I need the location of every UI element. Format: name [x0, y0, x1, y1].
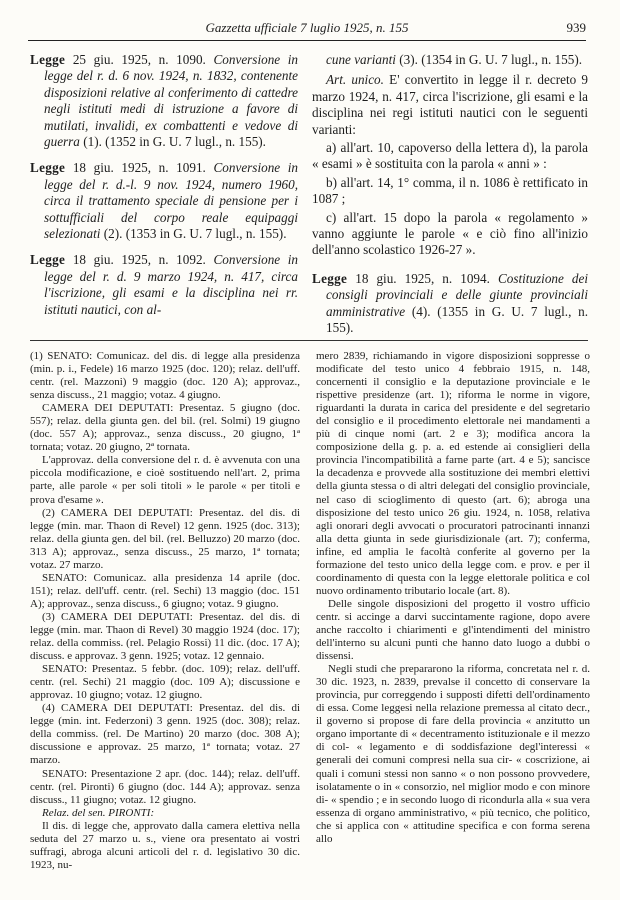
footnote-paragraph: (3) CAMERA DEI DEPUTATI: Presentaz. del dis. di legge (min. mar. Thaon di Revel) 30 maggio 1924 (doc. 17); relaz. della commiss. (rel. Pelagio Rossi) 11 dic. (doc. 17 A); discuss. e approvaz. 3 genn. 1925; votaz. 12 gennaio.	[30, 610, 300, 663]
right-column	[312, 52, 588, 347]
page-number: 939	[566, 20, 586, 35]
page-header	[28, 18, 586, 41]
law-date: 18 giu. 1925, n. 1092.	[72, 252, 206, 268]
footnote-paragraph: Delle singole disposizioni del progetto il vostro ufficio centr. si accinge a darvi succintamente ragione, dopo avere anche raccolto i chiarimenti e gl'intendimenti del ministro dell'interno su alcuni punti che hanno dato luogo a dubbi o dissensi.	[316, 597, 590, 663]
article-text: E' convertito in legge il r. decreto 9 marzo 1924, n. 417, circa l'iscrizione, gli esami e la disciplina nei regi istituti nautici con le seguenti varianti:	[312, 72, 589, 137]
footnote-paragraph: L'approvaz. della conversione del r. d. è avvenuta con una piccola modificazione, e cioè sostituendo nell'art. 2, prima parte, alle parole « per soli titoli » le parole « per titoli e prova d'esame ».	[30, 454, 300, 506]
law-entry-1094	[312, 271, 588, 337]
footnote-paragraph: SENATO: Presentaz. 5 febbr. (doc. 109); relaz. dell'uff. centr. (rel. Sechi) 21 maggio (doc. 109 A); discussione e approvaz. 10 giugno; votaz. 12 giugno.	[30, 663, 300, 702]
law-date: 18 giu. 1925, n. 1091.	[72, 160, 206, 176]
law-label: Legge	[30, 160, 66, 176]
law-reference: (1). (1352 in G. U. 7 lugl., n. 155).	[83, 134, 266, 150]
law-title: Costituzione dei consigli provinciali e delle giunte provinciali amministrative	[326, 270, 589, 319]
left-column	[30, 52, 298, 328]
law-reference: (4). (1355 in G. U. 7 lugl., n. 155).	[326, 303, 589, 336]
article-label: Art. unico.	[326, 72, 384, 88]
footnote-paragraph: mero 2839, richiamando in vigore disposizioni soppresse o modificate del testo unico 4 febbraio 1915, n. 148, concernenti il consiglio e la deputazione provinciale e le rispettive presidenze (art. 1); riforma le norme in vigore, riguardanti la durata in carica del presidente e del segretario del consiglio e il procedimento elettorale nei mandamenti a più di cinque nomi (art. 2 e 3); modifica ancora la composizione della g. p. a. ed estende ai consiglieri della provincia l'incompatibilità a farne parte (art. 4 e 5); sancisce la decadenza e provvede alla sostituzione dei membri elettivi della giunta stessa o di altri delegati del consiglio provinciale, nel caso di scioglimento di questo (art. 6); abroga una disposizione del testo unico 26 giu. 1924, n. 1058, relativa agli onorari degli avvocati o procuratori patrocinanti innanzi alla detta giunta in sede giurisdizionale (art. 7); conferma, infine, ed amplia le facoltà conferite al governo per la formazione del testo unico della legge com. e prov. e per il coordinamento di questa con la legge elettorale politica e col nuovo ordinamento tributario locale (art. 8).	[316, 350, 590, 597]
law-1092-continuation	[312, 52, 588, 68]
footnotes-right	[316, 350, 590, 846]
law-title: Conversione in legge del r. d. 9 marzo 1924, n. 417, circa l'iscrizione, gli esami e la disciplina nei rr. istituti nautici, con al-	[44, 252, 299, 317]
law-entry-1090	[30, 52, 298, 150]
footnote-paragraph: SENATO: Presentazione 2 apr. (doc. 144); relaz. dell'uff. centr. (rel. Pironti) 6 giugno (doc. 144 A); approvaz. senza discuss., 11 giugno; votaz. 12 giugno.	[30, 767, 300, 806]
law-reference: (2). (1353 in G. U. 7 lugl., n. 155).	[103, 226, 287, 242]
variant-item-a: a) all'art. 10, capoverso della lettera d), la parola « esami » è sostituita con la parola « anni » :	[312, 140, 588, 172]
gazette-title: Gazzetta ufficiale 7 luglio 1925, n. 155	[205, 20, 409, 35]
footnote-paragraph: (2) CAMERA DEI DEPUTATI: Presentaz. del dis. di legge (min. mar. Thaon di Revel) 12 genn. 1925 (doc. 313); relaz. della giunta gen. del bil. (rel. Belluzzo) 20 marzo (doc. 313 A); approvaz., senza discuss., 25 marzo, 1ª tornata; votaz. 27 marzo.	[30, 506, 300, 571]
law-date: 18 giu. 1925, n. 1094.	[355, 270, 490, 286]
law-label: Legge	[30, 252, 66, 268]
law-title: Conversione in legge del r. d. 6 nov. 1924, n. 1832, contenente disposizioni relative al conferimento di cattedre negli istituti medi di istruzione a favore di mutilati, invalidi, ex combattenti e vedove di guerra	[44, 52, 299, 150]
footnote-separator	[30, 340, 588, 341]
law-date: 25 giu. 1925, n. 1090.	[72, 52, 206, 67]
law-entry-1092	[30, 252, 298, 318]
law-entry-1091	[30, 160, 298, 242]
footnote-paragraph: CAMERA DEI DEPUTATI: Presentaz. 5 giugno (doc. 557); relaz. della giunta gen. del bil. (rel. Solmi) 19 giugno (doc. 557 A); approvaz., senza discuss., 20 giugno, 1ª tornata; votaz. 20 giugno, 2ª tornata.	[30, 402, 300, 454]
footnote-paragraph: Negli studi che prepararono la riforma, concretata nel r. d. 30 dic. 1923, n. 2839, prevalse il concetto di conservare la provincia, pur correggendo i supposti difetti dell'ordinamento di essa. Come leggesi nella relazione premessa al citato decr., il governo si propose di fare della provincia « anzitutto un organo importante di « decentramento istituzionale e il mezzo di col- « legamento e di soddisfazione degl'interessi « generali dei comuni compresi nella sua cir- « coscrizione, ai quali i comuni stessi non sanno « o non possono provvedere, isolatamente o in « consorzio, nel miglior modo e con minore di- « spendio ; e in secondo luogo di ricondurla alla « sua vera essenza di organo amministrativo, « più tecnico, che politico, che si applica con « attitudine specifica e con forma serena allo	[316, 663, 591, 845]
law-label: Legge	[30, 52, 66, 67]
footnotes-left	[30, 350, 300, 872]
footnote-heading: Relaz. del sen. PIRONTI:	[42, 806, 155, 819]
footnote-paragraph: (4) CAMERA DEI DEPUTATI: Presentaz. del dis. di legge (min. int. Federzoni) 3 genn. 1925 (doc. 308); relaz. della commiss. (rel. De Martino) 20 marzo (doc. 308 A); discussione e approvaz. 25 marzo, 1ª tornata; votaz. 27 marzo.	[30, 702, 300, 767]
law-title-continuation: cune varianti	[326, 52, 396, 67]
variant-item-c: c) all'art. 15 dopo la parola « regolamento » vanno aggiunte le parole « e ciò fino all'inizio dell'anno scolastico 1926-27 ».	[312, 209, 588, 258]
law-title: Conversione in legge del r. d.-l. 9 nov. 1924, numero 1960, circa il trattamento speciale di pensione per i sottufficiali del corpo reale equipaggi selezionati	[44, 160, 299, 242]
footnote-paragraph: (1) SENATO: Comunicaz. del dis. di legge alla presidenza (min. p. i., Fedele) 16 marzo 1925 (doc. 120); relaz. dell'uff. centr. (rel. Mazzoni) 9 maggio (doc. 120 A); approvaz., senza discuss., 21 maggio; votaz. 4 giugno.	[30, 350, 300, 402]
footnote-paragraph: Il dis. di legge che, approvato dalla camera elettiva nella seduta del 27 marzo u. s., viene ora presentato ai vostri suffragi, abroga alcuni articoli del r. d. legislativo 30 dic. 1923, nu-	[30, 819, 300, 871]
article-paragraph	[312, 72, 588, 138]
law-label: Legge	[312, 270, 348, 286]
footnote-paragraph: SENATO: Comunicaz. alla presidenza 14 aprile (doc. 151); relaz. dell'uff. centr. (rel. Sechi) 13 maggio (doc. 151 A); approvaz., senza discuss., 6 giugno; votaz. 9 giugno.	[30, 571, 300, 610]
variant-item-b: b) all'art. 14, 1° comma, il n. 1086 è rettificato in 1087 ;	[312, 174, 588, 207]
law-reference: (3). (1354 in G. U. 7 lugl., n. 155).	[399, 52, 583, 67]
